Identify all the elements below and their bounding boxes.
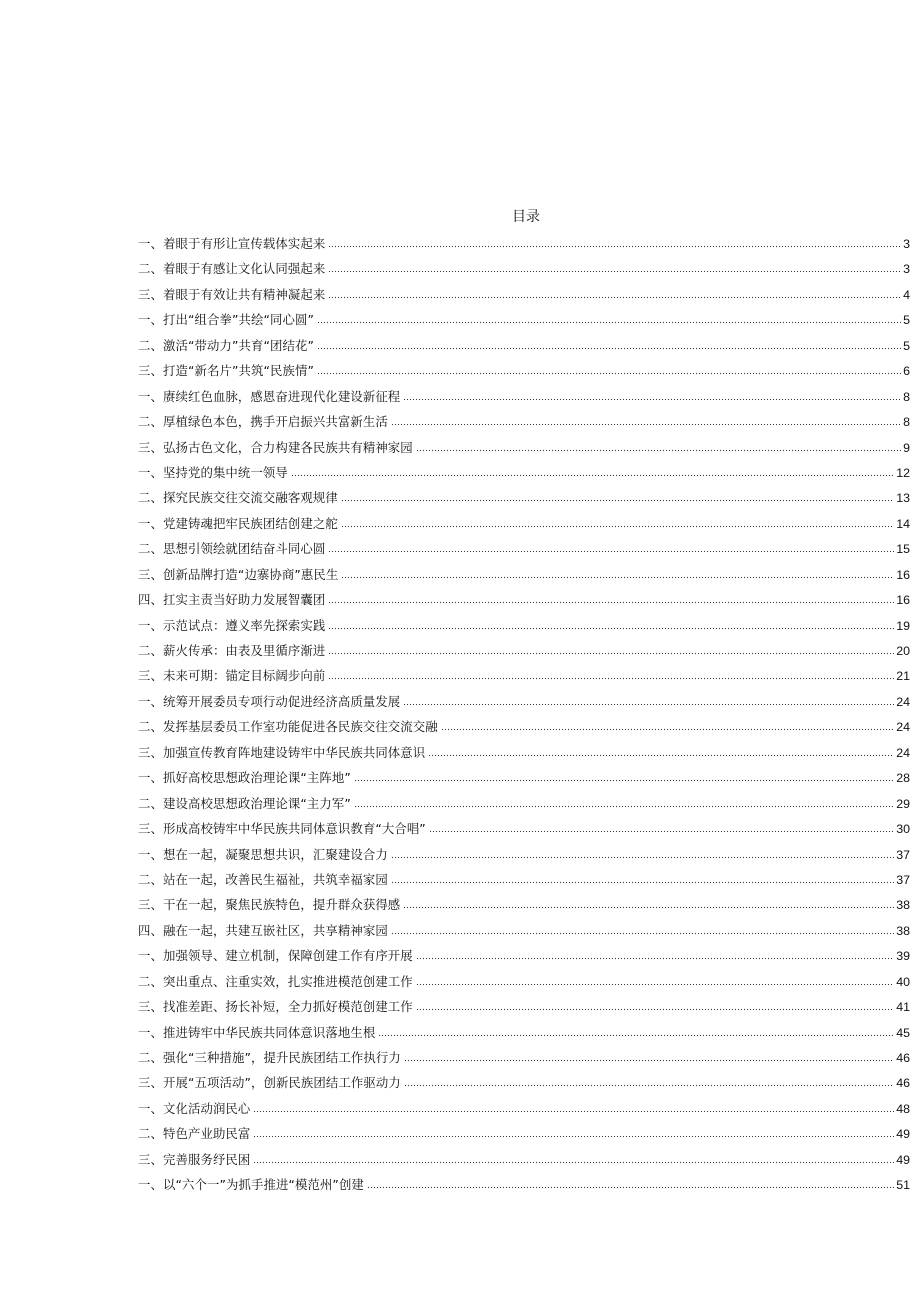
toc-page-number: 3 xyxy=(903,237,910,251)
toc-title: 目录 xyxy=(512,209,540,225)
toc-page-number: 19 xyxy=(896,618,910,633)
toc-dot-leader xyxy=(328,287,901,299)
toc-dot-leader xyxy=(328,668,894,680)
toc-entry[interactable] xyxy=(138,333,910,358)
toc-dot-leader xyxy=(441,719,894,731)
toc-entry[interactable] xyxy=(138,918,910,943)
toc-page-number: 24 xyxy=(896,694,910,709)
toc-dot-leader xyxy=(403,389,901,401)
toc-page-number: 8 xyxy=(903,415,910,430)
toc-entry-title[interactable]: 一、打出“组合拳”共绘“同心圆” xyxy=(138,312,314,328)
toc-entry[interactable] xyxy=(138,231,910,256)
toc-dot-leader xyxy=(328,236,901,248)
toc-page-number: 46 xyxy=(896,1076,910,1091)
toc-entry-title[interactable]: 三、创新品牌打造“边寨协商”惠民生 xyxy=(138,566,339,582)
toc-entry-title[interactable]: 二、着眼于有感让文化认同强起来 xyxy=(138,261,326,277)
table-of-contents xyxy=(138,231,910,1198)
toc-dot-leader xyxy=(341,516,894,528)
toc-page-number: 41 xyxy=(896,1000,910,1015)
toc-dot-leader xyxy=(391,847,894,859)
toc-entry-title[interactable]: 三、形成高校铸牢中华民族共同体意识教育“大合唱” xyxy=(138,821,426,837)
toc-dot-leader xyxy=(328,261,901,273)
toc-page-number: 16 xyxy=(896,593,910,608)
toc-page-number: 12 xyxy=(896,465,910,480)
toc-dot-leader xyxy=(253,1101,894,1113)
toc-dot-leader xyxy=(291,465,894,477)
toc-entry[interactable] xyxy=(138,256,910,281)
toc-page-number: 20 xyxy=(896,644,910,658)
toc-entry[interactable] xyxy=(138,714,910,739)
toc-dot-leader xyxy=(341,567,894,579)
toc-entry[interactable] xyxy=(138,460,910,485)
toc-entry-title[interactable]: 一、加强领导、建立机制，保障创建工作有序开展 xyxy=(138,948,413,964)
toc-dot-leader xyxy=(354,770,894,782)
toc-entry-title[interactable]: 三、加强宣传教育阵地建设铸牢中华民族共同体意识 xyxy=(138,744,426,760)
toc-entry-title[interactable]: 一、示范试点：遵义率先探索实践 xyxy=(138,617,326,633)
toc-entry[interactable] xyxy=(138,1020,910,1045)
toc-entry[interactable] xyxy=(138,1096,910,1121)
toc-entry[interactable] xyxy=(138,409,910,434)
toc-page-number: 24 xyxy=(896,745,910,760)
toc-page-number: 3 xyxy=(903,262,910,277)
toc-entry[interactable] xyxy=(138,1045,910,1070)
toc-page-number: 37 xyxy=(896,847,910,862)
toc-entry-title[interactable]: 二、思想引领绘就团结奋斗同心圆 xyxy=(138,541,326,557)
toc-dot-leader xyxy=(403,694,894,706)
toc-entry[interactable] xyxy=(138,689,910,714)
toc-entry[interactable] xyxy=(138,1070,910,1095)
toc-entry[interactable] xyxy=(138,282,910,307)
toc-entry[interactable] xyxy=(138,842,910,867)
toc-page-number: 38 xyxy=(896,923,910,938)
toc-dot-leader xyxy=(428,745,894,757)
toc-page-number: 16 xyxy=(896,567,910,582)
toc-entry[interactable] xyxy=(138,536,910,561)
toc-page-number: 29 xyxy=(896,796,910,811)
toc-entry[interactable] xyxy=(138,994,910,1019)
toc-entry-title[interactable]: 二、厚植绿色本色，携手开启振兴共富新生活 xyxy=(138,414,388,430)
toc-dot-leader xyxy=(341,490,894,502)
toc-entry[interactable] xyxy=(138,892,910,917)
toc-entry[interactable] xyxy=(138,485,910,510)
toc-dot-leader xyxy=(378,1025,894,1037)
toc-dot-leader xyxy=(403,897,894,909)
toc-entry[interactable] xyxy=(138,435,910,460)
toc-entry-title[interactable]: 二、建设高校思想政治理论课“主力军” xyxy=(138,795,351,811)
toc-entry[interactable] xyxy=(138,613,910,638)
toc-entry[interactable] xyxy=(138,587,910,612)
toc-dot-leader xyxy=(391,923,894,935)
toc-dot-leader xyxy=(317,363,901,375)
toc-dot-leader xyxy=(416,999,894,1011)
toc-entry-title[interactable]: 二、特色产业助民富 xyxy=(138,1126,251,1142)
toc-dot-leader xyxy=(328,643,894,655)
toc-page-number: 51 xyxy=(896,1178,910,1193)
toc-dot-leader xyxy=(404,1050,894,1062)
toc-entry-title[interactable]: 三、完善服务纾民困 xyxy=(138,1151,251,1167)
toc-entry-title[interactable]: 二、探究民族交往交流交融客观规律 xyxy=(138,490,338,506)
toc-dot-leader xyxy=(416,440,901,452)
toc-entry[interactable] xyxy=(138,511,910,536)
toc-entry-title[interactable]: 三、着眼于有效让共有精神凝起来 xyxy=(138,286,326,302)
toc-page-number: 49 xyxy=(896,1127,910,1142)
toc-entry-title[interactable]: 一、抓好高校思想政治理论课“主阵地” xyxy=(138,770,351,786)
toc-dot-leader xyxy=(404,1075,894,1087)
toc-page-number: 48 xyxy=(896,1101,910,1116)
toc-entry-title[interactable]: 三、找准差距、扬长补短，全力抓好模范创建工作 xyxy=(138,999,413,1015)
toc-page-number: 6 xyxy=(903,364,910,379)
toc-entry-title[interactable]: 一、想在一起，凝聚思想共识，汇聚建设合力 xyxy=(138,846,388,862)
toc-dot-leader xyxy=(367,1177,894,1189)
toc-dot-leader xyxy=(354,796,894,808)
toc-dot-leader xyxy=(429,821,894,833)
toc-page-number: 30 xyxy=(896,822,910,837)
toc-page-number: 15 xyxy=(896,542,910,557)
toc-entry-title[interactable]: 二、发挥基层委员工作室功能促进各民族交往交流交融 xyxy=(138,719,438,735)
toc-page-number: 8 xyxy=(903,389,910,404)
toc-dot-leader xyxy=(317,338,901,350)
toc-page-number: 13 xyxy=(896,491,910,506)
toc-entry[interactable] xyxy=(138,1121,910,1146)
toc-entry[interactable] xyxy=(138,943,910,968)
toc-page-number: 38 xyxy=(896,898,910,913)
toc-entry-title[interactable]: 三、打造“新名片”共筑“民族情” xyxy=(138,363,314,379)
toc-page-number: 28 xyxy=(896,771,910,786)
toc-page-number: 45 xyxy=(896,1025,910,1040)
toc-entry[interactable] xyxy=(138,663,910,688)
toc-entry-title[interactable]: 二、站在一起，改善民生福祉，共筑幸福家园 xyxy=(138,871,388,887)
toc-entry-title[interactable]: 四、融在一起，共建互嵌社区，共享精神家园 xyxy=(138,922,388,938)
toc-entry[interactable] xyxy=(138,765,910,790)
toc-dot-leader xyxy=(328,618,894,630)
toc-dot-leader xyxy=(391,414,901,426)
toc-page-number: 14 xyxy=(896,516,910,531)
toc-page-number: 39 xyxy=(896,949,910,964)
toc-entry-title[interactable]: 一、推进铸牢中华民族共同体意识落地生根 xyxy=(138,1024,376,1040)
toc-page-number: 21 xyxy=(896,669,910,684)
toc-dot-leader xyxy=(253,1126,894,1138)
toc-entry[interactable] xyxy=(138,740,910,765)
toc-entry-title[interactable]: 三、弘扬古色文化，合力构建各民族共有精神家园 xyxy=(138,439,413,455)
toc-entry-title[interactable]: 一、党建铸魂把牢民族团结创建之舵 xyxy=(138,515,338,531)
toc-entry[interactable] xyxy=(138,384,910,409)
toc-page-number: 24 xyxy=(896,720,910,735)
toc-entry[interactable] xyxy=(138,562,910,587)
toc-entry-title[interactable]: 一、着眼于有形让宣传载体实起来 xyxy=(138,236,326,251)
toc-page-number: 4 xyxy=(903,287,910,302)
toc-dot-leader xyxy=(328,541,894,553)
toc-entry-title[interactable]: 二、突出重点、注重实效，扎实推进模范创建工作 xyxy=(138,973,413,989)
toc-entry[interactable] xyxy=(138,969,910,994)
toc-entry[interactable] xyxy=(138,1147,910,1172)
toc-entry[interactable] xyxy=(138,791,910,816)
toc-page-number: 49 xyxy=(896,1152,910,1167)
toc-entry[interactable] xyxy=(138,867,910,892)
toc-entry[interactable] xyxy=(138,638,910,663)
toc-page-number: 5 xyxy=(903,338,910,353)
toc-entry-title[interactable]: 一、统筹开展委员专项行动促进经济高质量发展 xyxy=(138,693,401,709)
toc-entry-title[interactable]: 一、文化活动润民心 xyxy=(138,1100,251,1116)
toc-dot-leader xyxy=(391,872,894,884)
toc-dot-leader xyxy=(317,312,901,324)
toc-page-number: 9 xyxy=(903,440,910,455)
toc-page-number: 5 xyxy=(903,313,910,328)
toc-entry-title[interactable]: 一、以“六个一”为抓手推进“模范州”创建 xyxy=(138,1177,364,1193)
toc-entry-title[interactable]: 三、未来可期：锚定目标阔步向前 xyxy=(138,668,326,684)
toc-entry[interactable] xyxy=(138,358,910,383)
toc-dot-leader xyxy=(253,1152,894,1164)
toc-entry-title[interactable]: 三、干在一起，聚焦民族特色，提升群众获得感 xyxy=(138,897,401,913)
toc-entry-title[interactable]: 二、薪火传承：由表及里循序渐进 xyxy=(138,643,326,658)
toc-entry-title[interactable]: 二、激活“带动力”共育“团结花” xyxy=(138,337,314,353)
toc-page-number: 40 xyxy=(896,974,910,989)
toc-dot-leader xyxy=(328,592,894,604)
toc-entry-title[interactable]: 三、开展“五项活动”，创新民族团结工作驱动力 xyxy=(138,1075,401,1091)
toc-entry-title[interactable]: 一、坚持党的集中统一领导 xyxy=(138,464,288,480)
toc-entry-title[interactable]: 四、扛实主责当好助力发展智囊团 xyxy=(138,592,326,608)
toc-dot-leader xyxy=(416,948,894,960)
toc-entry[interactable] xyxy=(138,816,910,841)
toc-entry[interactable] xyxy=(138,1172,910,1197)
toc-page-number: 37 xyxy=(896,872,910,887)
toc-entry-title[interactable]: 一、赓续红色血脉，感恩奋进现代化建设新征程 xyxy=(138,388,401,404)
toc-entry-title[interactable]: 二、强化“三种措施”，提升民族团结工作执行力 xyxy=(138,1050,401,1065)
toc-page-number: 46 xyxy=(896,1051,910,1065)
toc-entry[interactable] xyxy=(138,307,910,332)
toc-dot-leader xyxy=(416,974,894,986)
